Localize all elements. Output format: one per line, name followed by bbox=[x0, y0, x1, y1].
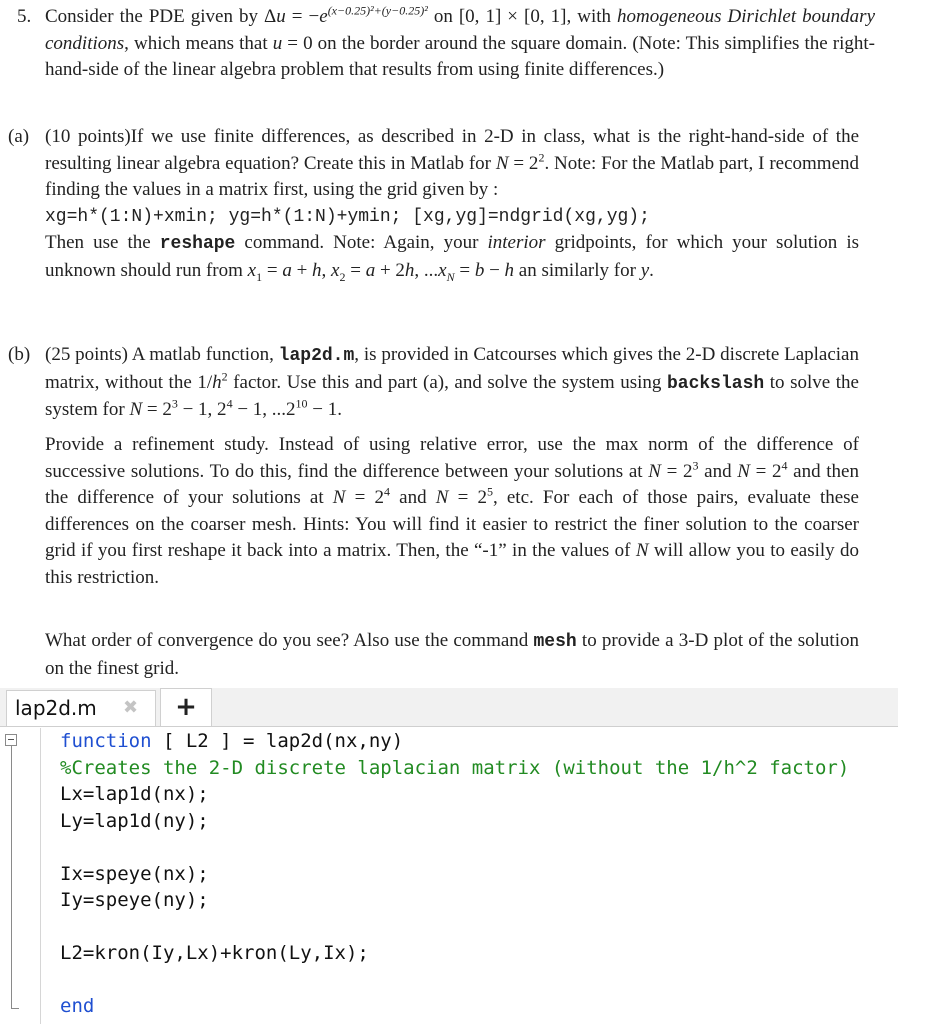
grid-code: xg=h*(1:N)+xmin; yg=h*(1:N)+ymin; [xg,yg]=ndgrid(xg,yg); bbox=[45, 206, 650, 227]
problem-intro: Consider the PDE given by $\Delta u = -e^{(x-0.25)^2+(y-0.25)^2}$ on [0, 1] × [0, 1], with homogeneous Dirichlet boundary conditions, which means that u = 0 on the border around the square domain. (Note: This simplifies the right-hand-side of the linear algebra problem that results from using finite differences.) bbox=[45, 3, 876, 80]
add-tab-button[interactable]: + bbox=[160, 688, 212, 726]
code-line-6: Iy=speye(ny); bbox=[60, 889, 209, 911]
gutter-separator bbox=[40, 728, 41, 1024]
collapse-icon[interactable] bbox=[5, 734, 17, 746]
fold-line bbox=[11, 746, 12, 1008]
code-line-blank-2 bbox=[60, 914, 849, 941]
fold-end bbox=[11, 1008, 19, 1009]
code-line-1: function [ L2 ] = lap2d(nx,ny) bbox=[60, 730, 404, 752]
code-fold-gutter bbox=[0, 728, 30, 1024]
part-b-text-3: What order of convergence do you see? Also use the command mesh to provide a 3-D plot of the solution on the finest grid. bbox=[45, 630, 859, 679]
code-line-3: Lx=lap1d(nx); bbox=[60, 783, 209, 805]
part-b-label: (b) bbox=[8, 344, 31, 365]
part-a-label: (a) bbox=[8, 126, 30, 147]
tab-lap2d[interactable] bbox=[6, 690, 156, 726]
code-editor bbox=[0, 688, 934, 1024]
code-area[interactable] bbox=[60, 728, 849, 1020]
code-line-7: L2=kron(Iy,Lx)+kron(Ly,Ix); bbox=[60, 942, 369, 964]
part-b-text-1: (25 points) A matlab function, lap2d.m, is provided in Catcourses which gives the 2-D discrete Laplacian matrix, without the $1/h^2$ factor. Use this and part (a), and solve the system using backslash to solve the system for $N = 2^3 - 1$, $2^4 - 1$, $...2^{10} - 1$. bbox=[45, 344, 859, 420]
editor-tab-bar bbox=[0, 688, 898, 727]
close-icon[interactable]: ✖ bbox=[123, 697, 139, 718]
problem-number: 5. bbox=[17, 6, 32, 27]
tab-title: lap2d.m bbox=[15, 696, 97, 720]
part-a-text: (10 points)If we use finite differences, as described in 2-D in class, what is the right-hand-side of the resulting linear algebra equation? Create this in Matlab for $N = 2^2$. Note: For the Matlab part, I recommend finding the values in a matrix first, using the grid given by : xg=h*(1:N)+xmin; yg=h*(1:N)+ymin; [xg,yg]=ndgrid(xg,yg); Then use the reshape command. Note: Again, your interior gridpoints, for which your solution is unknown should run from $x_1 = a + h$, $x_2 = a + 2h$, $...x_N = b - h$ an similarly for y. bbox=[45, 126, 860, 284]
code-line-4: Ly=lap1d(ny); bbox=[60, 809, 209, 832]
code-line-8: end bbox=[60, 995, 95, 1017]
code-line-2: %Creates the 2-D discrete laplacian matrix (without the 1/h^2 factor) bbox=[60, 756, 850, 779]
code-line-blank-1 bbox=[60, 834, 849, 861]
code-line-5: Ix=speye(nx); bbox=[60, 862, 209, 885]
code-line-blank-3 bbox=[60, 967, 849, 994]
part-b-text-2: Provide a refinement study. Instead of using relative error, use the max norm of the difference of successive solutions. To do this, find the difference between your solutions at $N = 2^3$ and $N = 2^4$ and then the difference of your solutions at $N = 2^4$ and $N = 2^5$, etc. For each of those pairs, evaluate these differences on the coarser mesh. Hints: You will find it easier to restrict the finer solution to the coarser grid if you first reshape it back into a matrix. Then, the “-1” in the values of N will allow you to easily do this restriction. bbox=[45, 434, 860, 588]
